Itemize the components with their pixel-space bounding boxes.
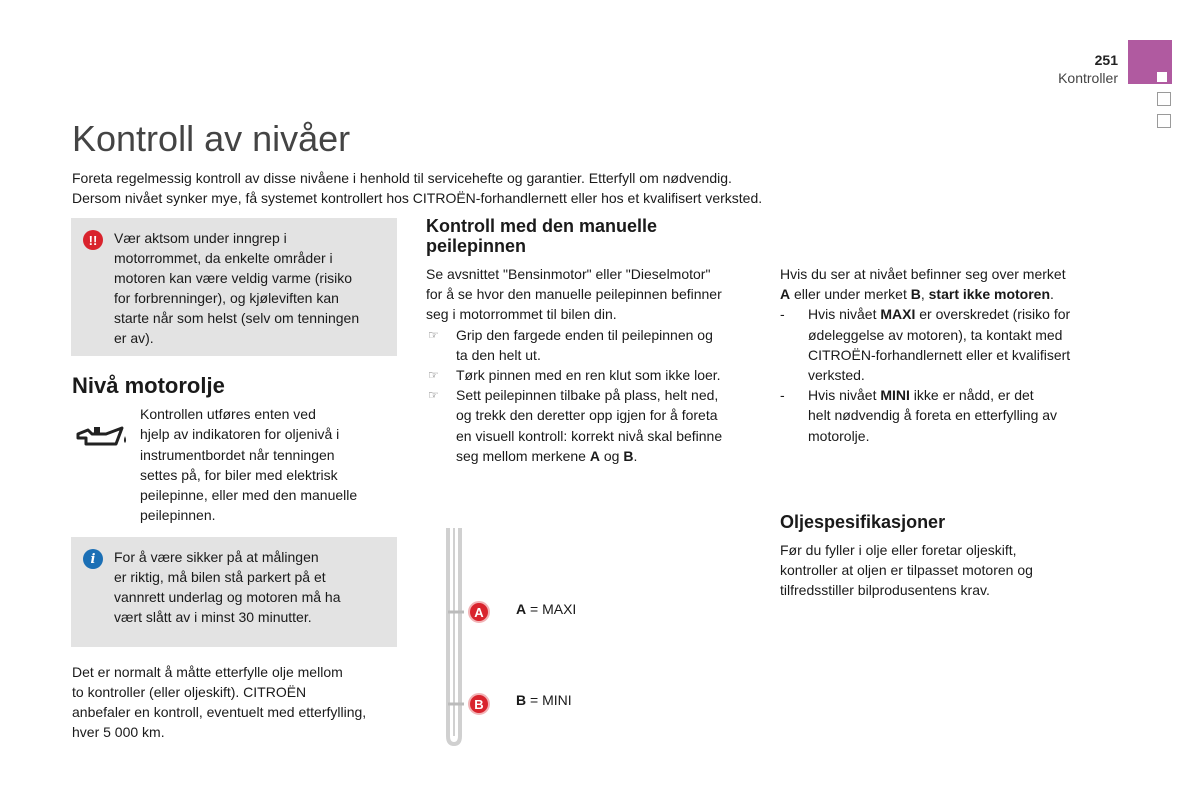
- section-name: Kontroller: [1058, 70, 1118, 86]
- tab-outline-square: [1157, 92, 1171, 106]
- page-number: 251: [1094, 52, 1118, 68]
- oil-top-up-note: Det er normalt å måtte etterfylle olje mellom to kontroller (eller oljeskift). CITROËN anbefaler en kontroll, eventuelt med etterfylling, hver 5 000 km.: [72, 664, 367, 740]
- info-icon: i: [83, 549, 103, 569]
- warning-icon: !!: [83, 230, 103, 250]
- engine-oil-text: Kontrollen utføres enten ved hjelp av indikatoren for oljenivå i instrumentbordet når tenningen settes på, for biler med elektrisk peilepinne, eller med den manuelle peilepinnen.: [140, 406, 358, 524]
- step-list-item: ☞ Tørk pinnen med en ren klut som ikke loer.: [426, 365, 756, 385]
- intro-line: Dersom nivået synker mye, få systemet kontrollert hos CITROËN-forhandlernett eller hos et kvalifisert verksted.: [72, 190, 763, 206]
- oil-spec-text: Før du fyller i olje eller foretar oljeskift, kontroller at oljen er tilpasset motoren og tilfredsstiller bilprodusentens krav.: [780, 542, 1033, 599]
- manual-dipstick-heading: Kontroll med den manuelle peilepinnen: [426, 216, 658, 256]
- hand-pointer-icon: ☞: [428, 368, 439, 383]
- info-box: [71, 537, 397, 647]
- warning-text: Vær aktsom under inngrep i motorrommet, da enkelte områder i motoren kan være veldig varme (risiko for forbrenninger), og kjøleviften kan starte når som helst (selv om tenningen er av).: [114, 230, 360, 346]
- manual-dipstick-text: Se avsnittet "Bensinmotor" eller "Dieselmotor" for å se hvor den manuelle peilepinnen befinner seg i motorrommet til bilen din. ☞ Grip den fargede enden til peilepinnen og ta den helt ut. ☞ Tørk pinnen med en ren klut som ikke loer. ☞ Sett peilepinnen tilbake på plass, helt ned, og trekk den deretter opp igjen for å foreta en visuell kontroll: korrekt nivå skal befinne seg mellom merkene A og B.: [426, 264, 756, 466]
- marker-b-badge: [446, 690, 494, 718]
- oil-spec-heading: Oljespesifikasjoner: [780, 512, 946, 532]
- mini-label: B = MINI: [516, 692, 572, 708]
- tab-marker-square: [1157, 72, 1167, 82]
- tab-outline-square: [1157, 114, 1171, 128]
- oil-can-icon: [76, 420, 128, 454]
- marker-b-letter: B: [474, 697, 484, 712]
- marker-a-badge: [446, 598, 494, 626]
- warning-box: [71, 218, 397, 356]
- maxi-label: A = MAXI: [516, 601, 577, 617]
- hand-pointer-icon: ☞: [428, 388, 439, 403]
- intro-paragraph: [72, 168, 972, 208]
- step-list-item: ☞ Grip den fargede enden til peilepinnen og ta den helt ut.: [426, 325, 756, 365]
- dash-list-item: - Hvis nivået MAXI er overskredet (risiko for ødeleggelse av motoren), ta kontakt med CITROËN-forhandlernett eller et kvalifisert verksted.: [780, 306, 1071, 384]
- engine-oil-heading: Nivå motorolje: [72, 373, 225, 398]
- level-interpretation-text: Hvis du ser at nivået befinner seg over merket A eller under merket B, start ikke motoren. - Hvis nivået MAXI er overskredet (risiko for ødeleggelse av motoren), ta kontakt med CITROËN-forhandlernett eller et kvalifisert verksted. - Hvis nivået MINI ikke er nådd, er det helt nødvendig å foreta en etterfylling av motorolje.: [780, 264, 1110, 446]
- hand-pointer-icon: ☞: [428, 327, 439, 342]
- info-text: For å være sikker på at målingen er riktig, må bilen stå parkert på et vannrett underlag og motoren må ha vært slått av i minst 30 minutter.: [114, 549, 341, 625]
- marker-a-letter: A: [474, 605, 484, 620]
- step-list-item: ☞ Sett peilepinnen tilbake på plass, helt ned, og trekk den deretter opp igjen for å foreta en visuell kontroll: korrekt nivå skal befinne seg mellom merkene A og B.: [426, 385, 756, 466]
- intro-line: Foreta regelmessig kontroll av disse nivåene i henhold til servicehefte og garantier. Etterfyll om nødvendig.: [72, 170, 732, 186]
- dash-list-item: - Hvis nivået MINI ikke er nådd, er det helt nødvendig å foreta en etterfylling av motorolje.: [780, 387, 1058, 444]
- page-title: Kontroll av nivåer: [72, 118, 351, 159]
